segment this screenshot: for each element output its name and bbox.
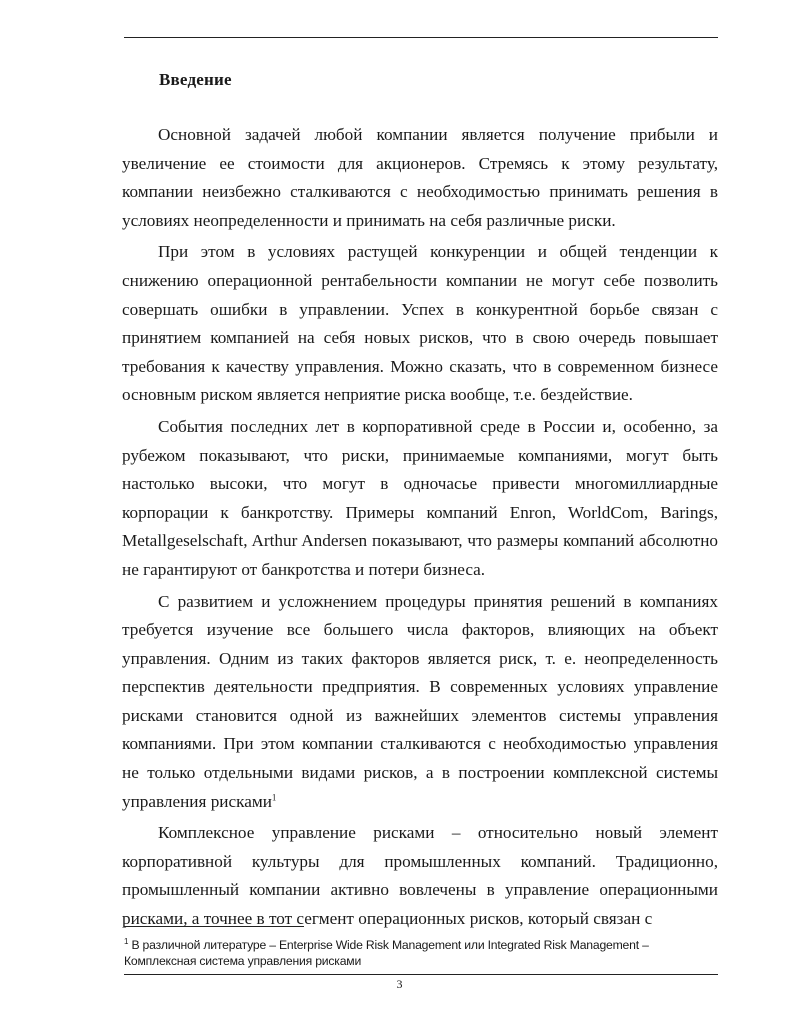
footer-rule (124, 974, 718, 975)
footnote (124, 937, 724, 969)
section-heading: Введение (159, 70, 232, 89)
header-rule (124, 37, 718, 38)
paragraph-3: События последних лет в корпоративной среде в России и, особенно, за рубежом показывают, что риски, принимаемые компаниями, могут быть настолько высоки, что могут в одночасье привести многомиллиардные корпорации к банкротству. Примеры компаний Enron, WorldCom, Barings, Metallgeselschaft, Arthur Andersen показывают, что размеры компаний абсолютно не гарантируют от банкротства и потери бизнеса. (122, 416, 718, 579)
paragraph-4-text: С развитием и усложнением процедуры принятия решений в компаниях требуется изучение все большего числа факторов, влияющих на объект управления. Одним из таких факторов является риск, т. е. неопределенность перспектив деятельности предприятия. В современных условиях управление рисками становится одной из важнейших элементов системы управления компаниями. При этом компании сталкиваются с необходимостью управления не только отдельными видами рисков, а в построении комплексной системы управления рисками (122, 591, 718, 811)
footnote-separator (124, 926, 304, 927)
paragraph-2: При этом в условиях растущей конкуренции и общей тенденции к снижению операционной рентабельности компании не могут себе позволить совершать ошибки в управлении. Успех в конкурентной борьбе связан с принятием компанией на себя новых рисков, что в свою очередь повышает требования к качеству управления. Можно сказать, что в современном бизнесе основным риском является неприятие риска вообще, т.е. бездействие. (122, 242, 718, 405)
paragraph-4 (122, 588, 718, 817)
body-text (122, 121, 718, 937)
footnote-marker: 1 (124, 936, 129, 946)
footnote-text: В различной литературе – Enterprise Wide Risk Management или Integrated Risk Management – Комплексная система управления рисками (124, 938, 649, 968)
footnote-reference[interactable]: 1 (271, 791, 277, 802)
paragraph-1: Основной задачей любой компании является получение прибыли и увеличение ее стоимости для акционеров. Стремясь к этому результату, компании неизбежно сталкиваются с необходимостью принимать решения в условиях неопределенности и принимать на себя различные риски. (122, 125, 718, 230)
page-number: 3 (396, 977, 403, 991)
paragraph-5: Комплексное управление рисками – относительно новый элемент корпоративной культуры для промышленных компаний. Традиционно, промышленный компании активно вовлечены в управление операционными рисками, а точнее в тот сегмент операционных рисков, который связан с (122, 823, 718, 929)
